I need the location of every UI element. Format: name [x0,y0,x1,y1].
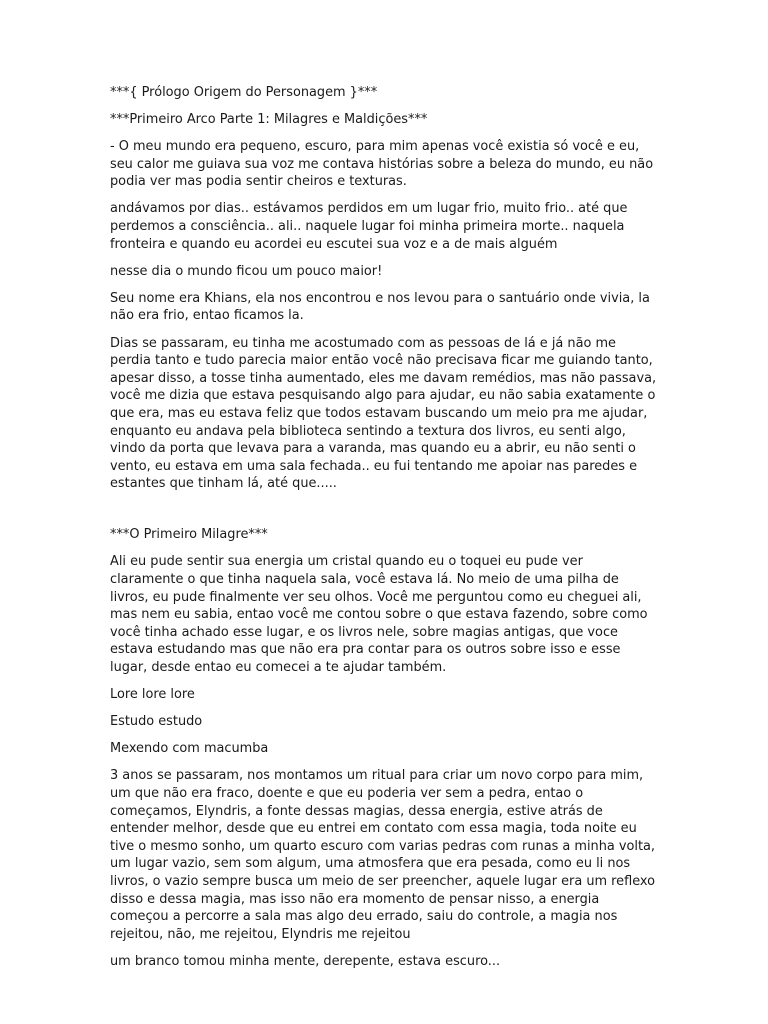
paragraph-7: Lore lore lore [110,687,195,703]
paragraph-8: Estudo estudo [110,714,203,730]
paragraph-9: Mexendo com macumba [110,741,269,757]
paragraph-11: um branco tomou minha mente, derepente, estava escuro... [110,953,501,969]
paragraph-2: andávamos por dias.. estávamos perdidos em um lugar frio, muito frio.. até que perdemos a consciência.. ali.. naquele lugar foi minha primeira morte.. naquela fronteira e quando eu acordei eu escutei sua voz e a de mais alguém [110,201,628,252]
paragraph-5: Dias se passaram, eu tinha me acostumado com as pessoas de lá e já não me perdia tanto e tudo parecia maior então você não precisava ficar me guiando tanto, apesar disso, a tosse tinha aumentado, eles me davam remédios, mas não passava, você me dizia que estava pesquisando algo para ajudar, eu não sabia exatamente o que era, mas eu estava feliz que todos estavam buscando um meio pra me ajudar, enquanto eu andava pela biblioteca sentindo a textura dos livros, eu senti algo, vindo da porta que levava para a varanda, mas quando eu a abrir, eu não senti o vento, eu estava em uma sala fechada.. eu fui tentando me apoiar nas paredes e estantes que tinham lá, até que..... [110,335,657,492]
paragraph-10: 3 anos se passaram, nos montamos um ritual para criar um novo corpo para mim, um que não era fraco, doente e que eu poderia ver sem a pedra, entao o começamos, Elyndris, a fonte dessas magias, dessa energia, estive atrás de entender melhor, desde que eu entrei em contato com essa magia, toda noite eu tive o mesmo sonho, um quarto escuro com varias pedras com runas a minha volta, um lugar vazio, sem som algum, uma atmosfera que era pesada, como eu li nos livros, o vazio sempre busca um meio de ser preencher, aquele lugar era um reflexo disso e dessa magia, mas isso não era momento de pensar nisso, a energia começou a percorre a sala mas algo deu errado, saiu do controle, a magia nos rejeitou, não, me rejeitou, Elyndris me rejeitou [110,768,656,942]
paragraph-4: Seu nome era Khians, ela nos encontrou e nos levou para o santuário onde vivia, la não era frio, entao ficamos la. [110,290,650,324]
paragraph-6: Ali eu pude sentir sua energia um cristal quando eu o toquei eu pude ver claramente o que tinha naquela sala, você estava lá. No meio de uma pilha de livros, eu pude finalmente ver seu olhos. Você me perguntou como eu cheguei ali, mas nem eu sabia, entao você me contou sobre o que estava fazendo, sobre como você tinha achado esse lugar, e os livros nele, sobre magias antigas, que voce estava estudando mas que não era pra contar para os outros sobre isso e esse lugar, desde entao eu comecei a te ajudar também. [110,554,648,676]
miracle-heading: ***O Primeiro Milagre*** [110,527,268,543]
prologue-heading: ***{ Prólogo Origem do Personagem }*** [110,85,378,100]
blank-line [110,502,658,526]
document-page [110,84,658,980]
paragraph-1: - O meu mundo era pequeno, escuro, para mim apenas você existia só você e eu, seu calor me guiava sua voz me contava histórias sobre a beleza do mundo, eu não podia ver mas podia sentir cheiros e texturas. [110,139,654,190]
arc-heading: ***Primeiro Arco Parte 1: Milagres e Maldições*** [110,112,428,128]
paragraph-3: nesse dia o mundo ficou um pouco maior! [110,263,383,279]
